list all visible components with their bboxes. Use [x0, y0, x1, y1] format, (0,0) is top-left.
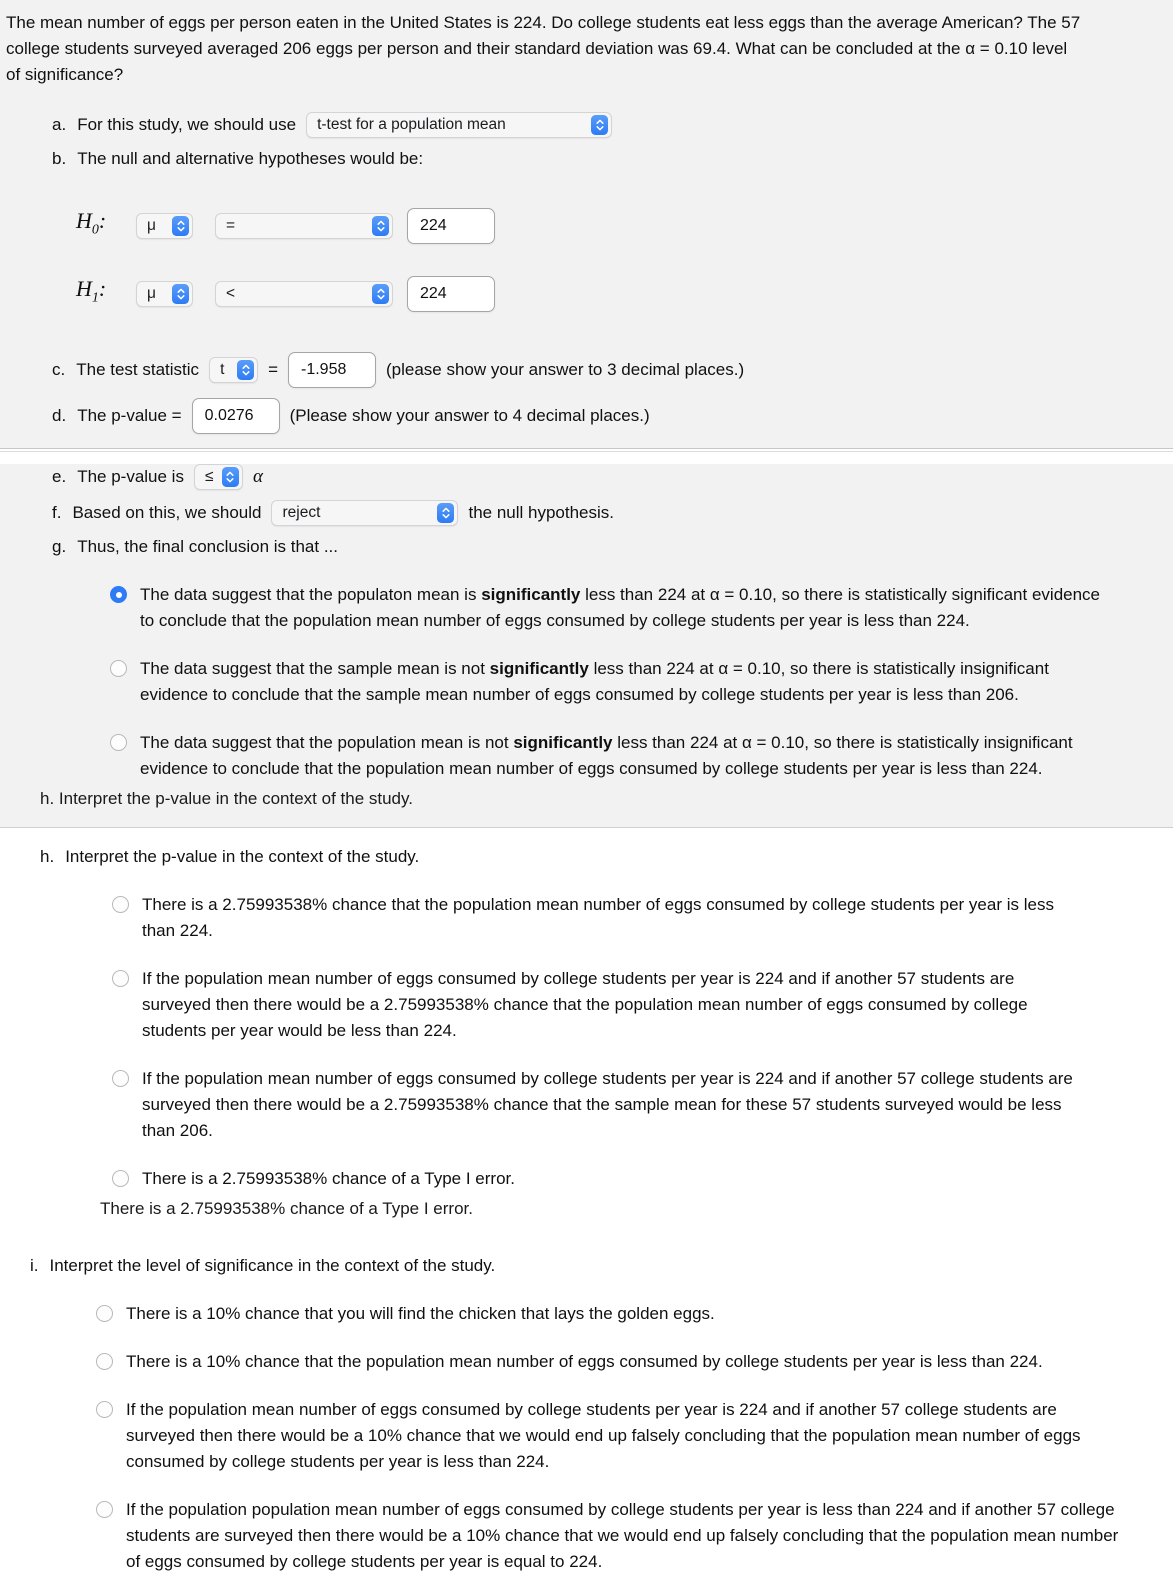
p-value-interpretation-option-4-text: There is a 2.75993538% chance of a Type I error. — [142, 1169, 515, 1188]
h0-operator-select[interactable] — [215, 213, 393, 239]
screenshot-stitch-artifact — [0, 1199, 1173, 1223]
final-conclusion-option-1-radio[interactable] — [110, 586, 127, 603]
clipped-text-fragment: There is a 2.75993538% chance of a Type I error. — [100, 1199, 473, 1218]
part-d-label: d. — [52, 406, 67, 425]
part-a-prompt: For this study, we should use — [77, 115, 297, 134]
part-f-prompt-after: the null hypothesis. — [468, 503, 615, 522]
p-value-comparison-select[interactable] — [194, 464, 243, 490]
significance-interpretation-option-2 — [96, 1349, 1173, 1375]
part-g-label: g. — [52, 537, 67, 556]
part-h-prompt: Interpret the p-value in the context of the study. — [65, 847, 420, 866]
p-value-interpretation-option-3-radio[interactable] — [112, 1070, 129, 1087]
test-type-value: t-test for a population mean — [317, 116, 506, 133]
test-statistic-select[interactable] — [209, 357, 258, 383]
p-value-interpretation-option-1-radio[interactable] — [112, 896, 129, 913]
p-value-input[interactable] — [192, 398, 280, 434]
part-c-hint: (please show your answer to 3 decimal places.) — [386, 360, 745, 379]
stepper-icon — [372, 216, 389, 236]
part-e-prompt: The p-value is — [77, 467, 184, 486]
part-i-prompt: Interpret the level of significance in the context of the study. — [49, 1256, 496, 1275]
stepper-icon — [591, 115, 608, 135]
h1-parameter-select[interactable] — [136, 281, 193, 307]
part-b-prompt: The null and alternative hypotheses would be: — [77, 149, 424, 168]
part-d-hint: (Please show your answer to 4 decimal places.) — [289, 406, 650, 425]
alternative-hypothesis-row — [76, 276, 1173, 312]
test-type-select[interactable] — [306, 112, 612, 138]
p-value-interpretation-option-3-text: If the population mean number of eggs consumed by college students per year is 224 and if another 57 college students are surveyed then there would be a 2.75993538% chance that the sample mean for these 57 students surveyed would be less than 206. — [142, 1069, 1073, 1140]
h1-operator-value: < — [226, 285, 236, 302]
p-value-interpretation-option-1 — [112, 892, 1173, 944]
stepper-icon — [372, 284, 389, 304]
part-b-label: b. — [52, 149, 67, 168]
problem-statement: The mean number of eggs per person eaten in the United States is 224. Do college students eat less eggs than the average American? The 57 college students surveyed averaged 206 eggs per person and their standard deviation was 69.4. What can be concluded at the α = 0.10 level of significance? — [6, 13, 1081, 84]
part-f-row — [52, 500, 1173, 526]
p-value-interpretation-option-1-text: There is a 2.75993538% chance that the population mean number of eggs consumed by college students per year is less than 224. — [142, 895, 1054, 940]
part-e-label: e. — [52, 467, 67, 486]
part-g-prompt: Thus, the final conclusion is that ... — [77, 537, 338, 556]
h1-label: $H_1$: — [76, 276, 107, 306]
decision-value: reject — [282, 504, 321, 521]
part-i-row — [30, 1253, 1173, 1279]
h1-value-input[interactable] — [407, 276, 495, 312]
h1-parameter-value: μ — [147, 285, 156, 302]
p-value-interpretation-option-2-text: If the population mean number of eggs consumed by college students per year is 224 and if another 57 students are surveyed then there would be a 2.75993538% chance that the population mean number of eggs consumed by college students per year would be less than 224. — [142, 969, 1028, 1040]
part-h-row — [40, 844, 1173, 870]
test-statistic-symbol: t — [220, 361, 225, 378]
final-conclusion-option-3 — [110, 730, 1173, 782]
significance-interpretation-option-1 — [96, 1301, 1173, 1327]
part-c-row — [52, 352, 1173, 388]
section-part-i — [0, 1253, 1173, 1589]
p-value-interpretation-option-2 — [112, 966, 1173, 1044]
section-parts-e-g — [0, 464, 1173, 828]
final-conclusion-option-3-text: The data suggest that the population mean is not significantly less than 224 at α = 0.10, so there is statistically insignificant evidence to conclude that the population mean number of eggs consumed by college students per year is less than 224. — [140, 733, 1073, 778]
part-c-label: c. — [52, 360, 66, 379]
part-f-prompt-before: Based on this, we should — [72, 503, 262, 522]
test-statistic-input[interactable] — [288, 352, 376, 388]
significance-interpretation-option-1-radio[interactable] — [96, 1305, 113, 1322]
h0-value-input[interactable] — [407, 208, 495, 244]
h0-parameter-value: μ — [147, 217, 156, 234]
part-c-prompt: The test statistic — [76, 360, 200, 379]
final-conclusion-option-3-radio[interactable] — [110, 734, 127, 751]
p-value-interpretation-option-2-radio[interactable] — [112, 970, 129, 987]
significance-interpretation-option-3 — [96, 1397, 1173, 1475]
significance-interpretation-option-4 — [96, 1497, 1173, 1575]
h0-label: $H_0$: — [76, 208, 107, 238]
section-parts-a-d — [0, 0, 1173, 448]
h0-parameter-select[interactable] — [136, 213, 193, 239]
part-i-label: i. — [30, 1256, 39, 1275]
stepper-icon — [237, 360, 254, 380]
stepper-icon — [172, 284, 189, 304]
screenshot-stitch-artifact — [0, 789, 1173, 813]
part-h-label: h. — [40, 847, 55, 866]
part-b-row — [52, 146, 1173, 172]
null-hypothesis-row — [76, 208, 1173, 244]
section-divider — [0, 448, 1173, 452]
final-conclusion-option-2 — [110, 656, 1173, 708]
h0-operator-value: = — [226, 217, 236, 234]
significance-interpretation-option-3-radio[interactable] — [96, 1401, 113, 1418]
stepper-icon — [222, 467, 239, 487]
p-value-comparison-value: ≤ — [204, 468, 214, 485]
part-d-prompt: The p-value = — [77, 406, 182, 425]
p-value-interpretation-option-4-radio[interactable] — [112, 1170, 129, 1187]
part-a-label: a. — [52, 115, 67, 134]
section-part-h — [0, 844, 1173, 1237]
part-e-row — [52, 464, 1173, 490]
stepper-icon — [437, 503, 454, 523]
h1-operator-select[interactable] — [215, 281, 393, 307]
p-value-interpretation-option-4 — [112, 1166, 1173, 1192]
final-conclusion-option-2-text: The data suggest that the sample mean is not significantly less than 224 at α = 0.10, so there is statistically insignificant evidence to conclude that the sample mean number of eggs consumed by college students per year is less than 206. — [140, 659, 1049, 704]
significance-interpretation-option-2-text: There is a 10% chance that the population mean number of eggs consumed by college students per year is less than 224. — [126, 1352, 1043, 1371]
clipped-text-fragment: h. Interpret the p-value in the context of the study. — [40, 789, 413, 808]
final-conclusion-option-1-text: The data suggest that the populaton mean is significantly less than 224 at α = 0.10, so there is statistically significant evidence to conclude that the population mean number of eggs consumed by college students per year is less than 224. — [140, 585, 1101, 630]
significance-interpretation-option-2-radio[interactable] — [96, 1353, 113, 1370]
part-g-row — [52, 534, 1173, 560]
significance-interpretation-option-1-text: There is a 10% chance that you will find the chicken that lays the golden eggs. — [126, 1304, 715, 1323]
significance-interpretation-option-4-text: If the population population mean number of eggs consumed by college students per year is less than 224 and if another 57 college students are surveyed then there would be a 10% chance that we would end up falsely concluding that the population mean number of eggs consumed by college students per year is equal to 224. — [126, 1500, 1119, 1571]
significance-interpretation-option-4-radio[interactable] — [96, 1501, 113, 1518]
equals-sign: = — [268, 360, 278, 379]
part-d-row — [52, 398, 1173, 434]
p-value-interpretation-option-3 — [112, 1066, 1173, 1144]
part-a-row — [52, 112, 1173, 138]
significance-interpretation-option-3-text: If the population mean number of eggs consumed by college students per year is 224 and if another 57 college students are surveyed then there would be a 10% chance that we would end up falsely concluding that the population mean number of eggs consumed by college students per year is less than 224. — [126, 1400, 1081, 1471]
decision-select[interactable] — [271, 500, 458, 526]
final-conclusion-option-1 — [110, 582, 1173, 634]
final-conclusion-option-2-radio[interactable] — [110, 660, 127, 677]
alpha-symbol: α — [252, 466, 263, 487]
stepper-icon — [172, 216, 189, 236]
part-f-label: f. — [52, 503, 62, 522]
